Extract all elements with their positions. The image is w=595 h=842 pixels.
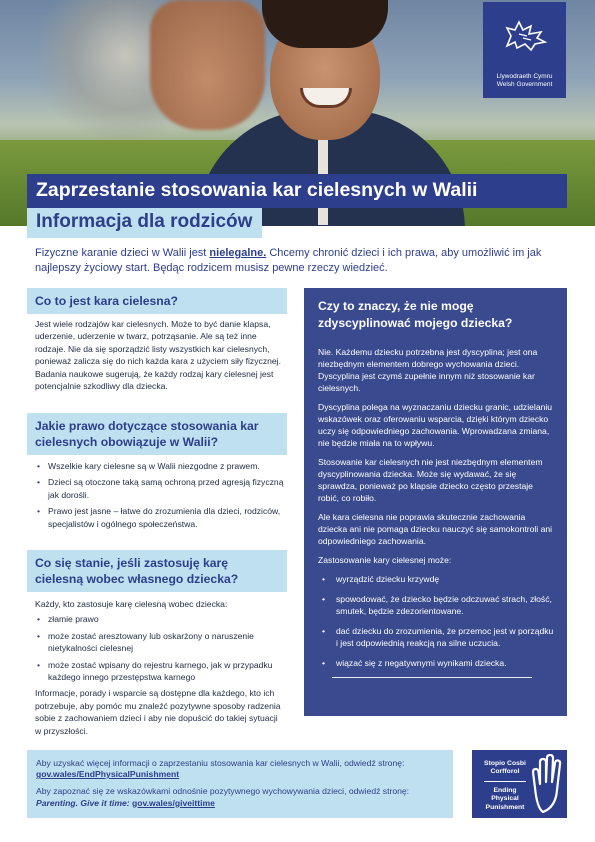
section3-heading: Co się stanie, jeśli zastosuję karę cielesną wobec własnego dziecka?: [27, 550, 287, 592]
section1-paragraph: Jest wiele rodzajów kar cielesnych. Może to być danie klapsa, uderzenie, uderzenie w twarz, potrząsanie. Ale są też inne rodzaje. Nie da się sporządzić listy wszystkich kar cielesnych, ponieważ zalicza się do nich każda kara z użyciem siły fizycznej. Badania naukowe sugerują, że każdy rodzaj kary cielesnej jest potencjalnie szkodliwy dla dziecka.: [35, 319, 281, 392]
discipline-list-lead: Zastosowanie kary cielesnej może:: [318, 555, 452, 565]
intro-text-after: Chcemy chronić dzieci i ich prawa, aby umożliwić im jak najlepszy życiowy start. Będąc rodzicem musisz pewne rzeczy wiedzieć.: [35, 247, 542, 274]
section2-heading: Jakie prawo dotyczące stosowania kar cielesnych obowiązuje w Walii?: [27, 413, 287, 455]
discipline-list: [318, 573, 555, 669]
discipline-box: [304, 288, 567, 716]
list-item: • Wszelkie kary cielesne są w Walii niezgodne z prawem.: [35, 460, 285, 472]
list-item: • Dzieci są otoczone taką samą ochroną przed agresją fizyczną jak dorośli.: [35, 476, 285, 501]
welsh-government-logo: [483, 2, 566, 98]
ending-physical-punishment-logo: [472, 750, 567, 818]
list-item: • Prawo jest jasne – łatwe do zrozumienia dla dzieci, rodziców, specjalistów i ogólnego społeczeństwa.: [35, 505, 285, 530]
list-item: • wiązać się z negatywnymi wynikami dziecka.: [318, 657, 555, 669]
footer-info-box: [27, 750, 453, 818]
logo-line-welsh: Llywodraeth Cymru: [496, 73, 553, 80]
footer-line-1: [36, 758, 453, 780]
section3-list: [35, 613, 285, 683]
list-item: • złamie prawo: [35, 613, 285, 625]
list-item: • może zostać aresztowany lub oskarżony o naruszenie nietykalności cielesnej: [35, 630, 285, 655]
section3-body: [35, 598, 285, 740]
section2-list: [35, 460, 285, 530]
page-subtitle: Informacja dla rodziców: [27, 208, 262, 238]
section3-closing: Informacje, porady i wsparcie są dostępne dla każdego, kto ich potrzebuje, aby pomóc mu znaleźć pozytywne sposoby radzenia sobie z zachowaniem dzieci i aby nie dopuścić do takiej sytuacji w przyszłości.: [35, 688, 281, 736]
intro-paragraph: [35, 246, 555, 276]
campaign-welsh-name: Stopio Cosbi Corfforol: [484, 760, 526, 776]
section2-body: [35, 460, 285, 534]
dragon-icon: [501, 16, 549, 54]
intro-text-before: Fizyczne karanie dzieci w Walii jest: [35, 247, 210, 259]
discipline-paragraph: Dyscyplina polega na wyznaczaniu dziecku granic, udzielaniu wskazówek oraz oferowaniu wsparcia, dzięki którym dziecko uczy się odpowiedniego zachowania. Wprowadzana zmiana, nie będzie miała na to wpływu.: [318, 402, 553, 448]
discipline-heading: Czy to znaczy, że nie mogę zdyscyplinować mojego dziecka?: [318, 299, 513, 330]
page-title: Zaprzestanie stosowania kar cielesnych w Walii: [27, 174, 567, 208]
list-item: • wyrządzić dziecku krzywdę: [318, 573, 555, 585]
child-hair: [262, 0, 388, 48]
footer-text-1: Aby uzyskać więcej informacji o zaprzestaniu stosowania kar cielesnych w Walii, odwiedź stronę:: [36, 758, 405, 768]
divider: [332, 677, 532, 678]
divider: [484, 781, 526, 782]
section1-body: [35, 318, 285, 395]
footer-text-2: Aby zapoznać się ze wskazówkami odnośnie pozytywnego wychowywania dzieci, odwiedź stronę:: [36, 786, 410, 797]
list-item: • spowodować, że dziecko będzie odczuwać strach, złość, smutek, będzie zdezorientowane.: [318, 593, 555, 617]
footer-line-2: [36, 786, 453, 808]
list-item: • może zostać wpisany do rejestru karnego, jak w przypadku każdego innego przestępstwa karnego: [35, 659, 285, 684]
discipline-paragraph: Ale kara cielesna nie poprawia skutecznie zachowania dziecka ani nie pomaga dziecku nauczyć się samokontroli ani odpowiedniego zachowania.: [318, 512, 553, 546]
parenting-tagline: Parenting. Give it time:: [36, 797, 130, 808]
give-it-time-link[interactable]: gov.wales/giveittime: [132, 797, 215, 808]
section1-heading: Co to jest kara cielesna?: [27, 288, 287, 314]
open-hand-icon: [529, 754, 563, 814]
discipline-paragraph: Nie. Każdemu dziecku potrzebna jest dyscyplina; jest ona niezbędnym elementem dobrego wychowania dzieci. Dyscyplina jest czymś zupełnie innym niż stosowanie kar cielesnych.: [318, 347, 538, 393]
logo-line-english: Welsh Government: [496, 81, 553, 88]
list-item: • dać dziecku do zrozumienia, że przemoc jest w porządku i jest odpowiednią reakcją na silne uczucia.: [318, 625, 555, 649]
campaign-english-name: Ending Physical Punishment: [485, 787, 525, 811]
raised-hand: [150, 0, 265, 130]
discipline-paragraph: Stosowanie kar cielesnych nie jest niezbędnym elementem dyscyplinowania dziecka. Może się wydawać, że się sprawdza, ponieważ po klapsie dziecko często przestaje robić, co robiło.: [318, 457, 543, 503]
end-physical-punishment-link[interactable]: gov.wales/EndPhysicalPunishment: [36, 769, 180, 780]
section3-lead: Każdy, kto zastosuje karę cielesną wobec dziecka:: [35, 599, 228, 609]
intro-illegal-word: nielegalne.: [209, 247, 267, 259]
